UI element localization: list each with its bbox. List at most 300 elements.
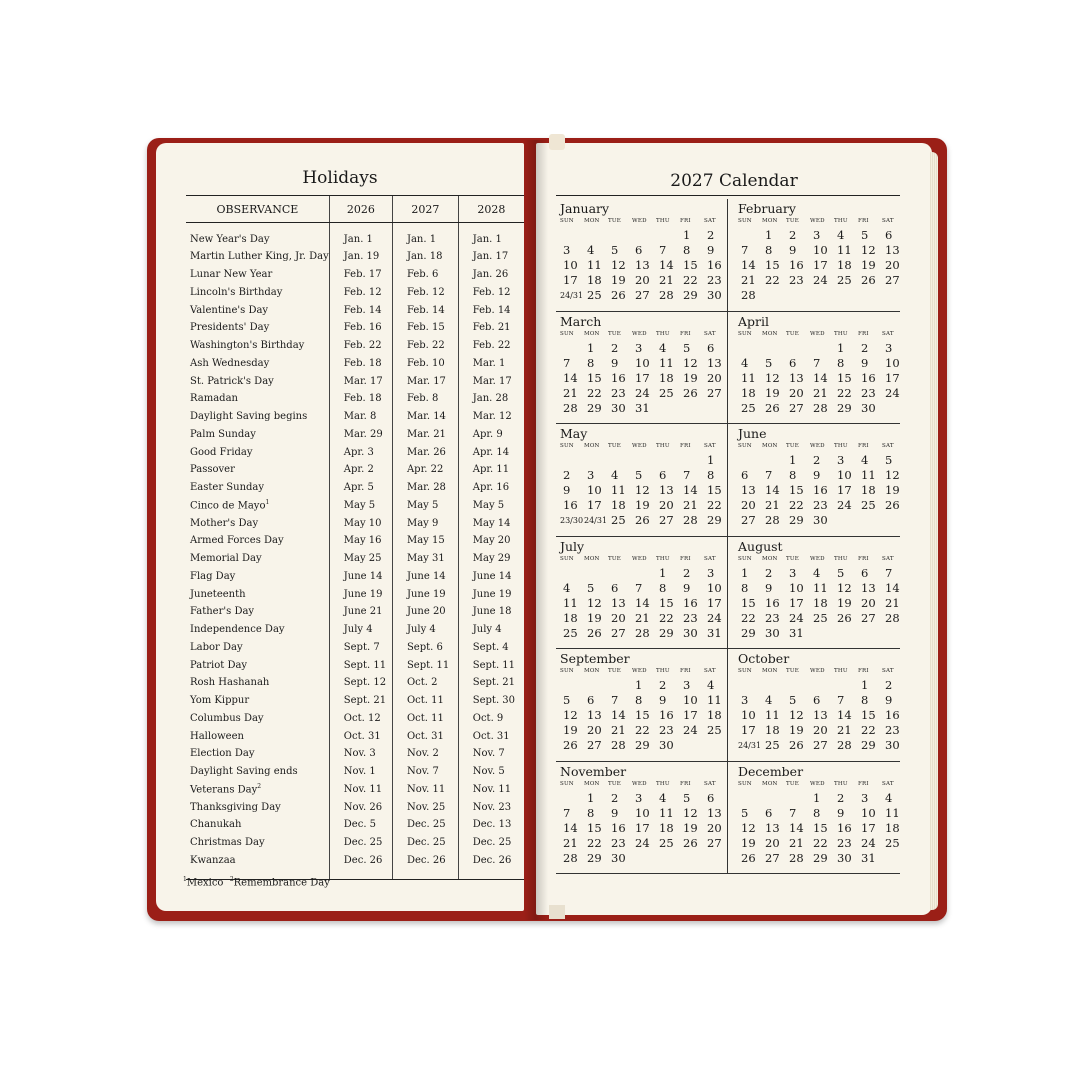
day-cell: 13 <box>707 805 722 820</box>
weekday-label: SUN <box>560 780 574 787</box>
weekday-label: THU <box>834 555 848 562</box>
table-row <box>186 763 524 781</box>
table-row <box>186 355 524 373</box>
day-cell: 19 <box>563 723 578 737</box>
day-cell <box>810 288 834 303</box>
date-cell <box>458 656 524 674</box>
date-cell <box>329 408 392 426</box>
day-cell: 8 <box>741 580 749 595</box>
day-cell <box>810 341 834 356</box>
day-cell: 9 <box>659 693 667 707</box>
day-cell: 24 <box>837 498 852 512</box>
date-value: Dec. 26 <box>472 854 512 866</box>
day-cell <box>704 851 728 866</box>
header-2026: 2026 <box>329 196 392 223</box>
weekday-label: FRI <box>858 330 869 337</box>
day-cell: 29 <box>741 625 756 640</box>
day-cell: 29 <box>789 513 804 527</box>
day-cell: 16 <box>707 258 722 272</box>
day-cell <box>584 453 608 468</box>
observance-name: Chanukah <box>190 819 242 831</box>
table-row <box>186 550 524 568</box>
day-cell: 25 <box>861 498 876 512</box>
day-cell: 31 <box>707 625 722 640</box>
weekday-label: SAT <box>882 330 894 337</box>
day-cell: 4 <box>659 790 667 805</box>
day-cell: 14 <box>635 595 650 610</box>
day-cell: 26 <box>587 625 602 640</box>
day-cell <box>858 288 882 303</box>
day-cell: 1 <box>707 453 715 467</box>
day-cell: 28 <box>683 513 698 527</box>
weekday-label: TUE <box>608 555 621 562</box>
weekday-label: TUE <box>608 668 621 674</box>
weekday-label: FRI <box>858 555 869 562</box>
date-value: Sept. 11 <box>472 659 516 671</box>
weekday-label: WED <box>810 668 825 674</box>
observance-cell <box>186 710 329 728</box>
date-value: Apr. 11 <box>472 464 510 476</box>
footnote-remembrance: Remembrance Day <box>233 877 330 889</box>
table-row <box>186 745 524 763</box>
day-cell <box>680 453 704 468</box>
date-cell <box>392 337 458 355</box>
day-cell: 13 <box>611 595 626 610</box>
observance-cell <box>186 284 329 302</box>
table-row <box>186 781 524 799</box>
day-cell: 24 <box>789 610 804 625</box>
date-cell <box>329 532 392 550</box>
day-cell <box>656 228 680 243</box>
day-cell: 9 <box>683 580 691 595</box>
weekday-label: THU <box>656 555 670 562</box>
day-cell: 17 <box>587 498 602 512</box>
day-cell: 5 <box>611 243 619 257</box>
table-row <box>186 301 524 319</box>
day-cell <box>560 341 584 356</box>
day-cell <box>834 288 858 303</box>
date-cell <box>392 603 458 621</box>
observance-cell <box>186 692 329 710</box>
day-cell: 20 <box>611 610 626 625</box>
day-cell: 28 <box>563 850 578 865</box>
day-cell: 27 <box>741 513 756 527</box>
week-row <box>560 468 727 483</box>
week-row <box>560 371 727 386</box>
date-cell <box>392 479 458 497</box>
week-row <box>560 693 727 708</box>
day-cell <box>738 453 762 468</box>
table-row <box>186 568 524 586</box>
date-cell <box>392 639 458 657</box>
month-may <box>556 424 728 537</box>
day-cell: 1 <box>635 678 643 692</box>
weekday-header <box>738 441 900 453</box>
date-value: Mar. 26 <box>406 446 446 458</box>
day-cell: 21 <box>635 610 650 625</box>
weekday-header <box>560 216 727 228</box>
day-cell: 16 <box>885 708 900 722</box>
weekday-label: FRI <box>858 218 869 224</box>
day-cell: 13 <box>885 243 900 257</box>
observance-cell <box>186 532 329 550</box>
date-value: Jan. 1 <box>472 234 502 245</box>
observance-cell <box>186 372 329 390</box>
date-cell <box>392 426 458 444</box>
day-cell: 20 <box>635 273 650 287</box>
day-cell: 10 <box>707 580 722 595</box>
week-row <box>738 851 900 866</box>
day-cell <box>656 453 680 468</box>
day-cell: 3 <box>587 468 595 482</box>
weekday-label: SUN <box>738 443 752 449</box>
date-cell <box>458 372 524 390</box>
date-cell <box>392 692 458 710</box>
day-cell: 30 <box>683 625 698 640</box>
day-cell: 23 <box>707 273 722 287</box>
date-cell <box>458 301 524 319</box>
day-cell: 25 <box>765 738 780 752</box>
date-value: Sept. 30 <box>472 695 516 707</box>
day-cell: 20 <box>813 723 828 737</box>
day-cell: 14 <box>885 580 900 595</box>
day-cell <box>762 678 786 693</box>
day-cell: 10 <box>635 805 650 820</box>
week-row <box>738 791 900 806</box>
day-cell <box>786 288 810 303</box>
day-cell: 7 <box>789 805 797 820</box>
week-row <box>738 228 900 243</box>
day-cell: 14 <box>741 258 756 272</box>
table-row <box>186 284 524 302</box>
observance-name: Independence Day <box>190 624 285 636</box>
day-cell: 31 <box>635 400 650 415</box>
date-cell <box>458 692 524 710</box>
day-cell: 5 <box>683 340 691 355</box>
observance-cell <box>186 390 329 408</box>
day-cell: 16 <box>659 708 674 722</box>
day-cell: 1 <box>587 790 595 805</box>
day-cell <box>656 401 680 416</box>
table-row <box>186 514 524 532</box>
week-row <box>560 401 727 416</box>
date-value: Sept. 21 <box>472 677 516 689</box>
day-cell: 12 <box>885 468 900 482</box>
week-row <box>560 821 727 836</box>
day-cell: 11 <box>813 580 828 595</box>
date-value: July 4 <box>406 624 436 636</box>
observance-name: Christmas Day <box>190 837 265 849</box>
weekday-label: TUE <box>786 668 799 674</box>
date-value: May 29 <box>472 553 511 565</box>
table-row <box>186 248 524 266</box>
day-cell: 18 <box>837 258 852 272</box>
month-name: October <box>738 651 790 666</box>
day-cell: 11 <box>659 355 674 370</box>
week-row <box>560 738 727 753</box>
observance-name: Cinco de Mayo <box>190 500 266 512</box>
weekday-label: SAT <box>882 555 894 562</box>
day-cell: 11 <box>707 693 722 707</box>
day-cell: 3 <box>635 790 643 805</box>
observance-name: Daylight Saving begins <box>190 411 308 423</box>
date-cell <box>329 514 392 532</box>
day-cell: 8 <box>837 355 845 370</box>
date-cell <box>392 834 458 852</box>
date-cell <box>329 852 392 880</box>
day-cell: 14 <box>659 258 674 272</box>
date-value: May 20 <box>472 535 511 547</box>
day-cell <box>680 851 704 866</box>
day-cell: 28 <box>885 610 900 625</box>
weekday-label: MON <box>762 668 778 674</box>
date-value: Feb. 14 <box>472 304 511 316</box>
day-cell: 16 <box>789 258 804 272</box>
day-cell: 6 <box>885 228 893 242</box>
date-cell <box>392 816 458 834</box>
date-value: Nov. 26 <box>343 801 383 813</box>
day-cell <box>762 288 786 303</box>
table-row <box>186 461 524 479</box>
table-row <box>186 656 524 674</box>
day-cell: 5 <box>635 468 643 482</box>
day-cell: 28 <box>563 400 578 415</box>
day-cell: 18 <box>707 708 722 722</box>
day-cell: 28 <box>635 625 650 640</box>
day-cell: 10 <box>861 805 876 820</box>
week-row <box>738 693 900 708</box>
observance-cell <box>186 816 329 834</box>
day-cell: 26 <box>741 850 756 865</box>
day-cell: 10 <box>563 258 578 272</box>
month-september <box>556 649 728 762</box>
date-cell <box>392 443 458 461</box>
observance-name: Presidents' Day <box>190 322 270 334</box>
day-cell: 24/31 <box>738 741 762 750</box>
observance-cell <box>186 727 329 745</box>
date-cell <box>329 674 392 692</box>
day-cell: 19 <box>635 498 650 512</box>
day-cell: 19 <box>789 723 804 737</box>
week-row <box>738 453 900 468</box>
day-cell: 18 <box>611 498 626 512</box>
date-value: Oct. 31 <box>406 730 444 742</box>
observance-cell <box>186 745 329 763</box>
date-cell <box>458 798 524 816</box>
weekday-label: SUN <box>738 668 752 674</box>
day-cell: 9 <box>611 355 619 370</box>
day-cell: 21 <box>563 385 578 400</box>
week-row <box>738 468 900 483</box>
day-cell: 14 <box>813 370 828 385</box>
date-value: May 5 <box>343 499 376 511</box>
day-cell: 31 <box>789 625 804 640</box>
date-cell <box>392 532 458 550</box>
date-value: Dec. 25 <box>472 837 512 849</box>
weekday-label: SAT <box>882 443 894 449</box>
weekday-label: SUN <box>738 330 752 337</box>
day-cell: 26 <box>563 738 578 752</box>
day-cell: 26 <box>861 273 876 287</box>
weekday-label: FRI <box>680 668 691 674</box>
day-cell <box>810 626 834 641</box>
observance-name: Ramadan <box>190 393 238 405</box>
calendar-grid <box>556 199 900 874</box>
week-row <box>738 341 900 356</box>
observance-cell <box>186 514 329 532</box>
day-cell: 20 <box>587 723 602 737</box>
day-cell: 8 <box>707 468 715 482</box>
date-cell <box>392 550 458 568</box>
day-cell: 29 <box>659 625 674 640</box>
day-cell: 7 <box>813 355 821 370</box>
week-row <box>560 243 727 258</box>
day-cell: 6 <box>611 580 619 595</box>
day-cell: 25 <box>707 723 722 737</box>
date-value: Oct. 12 <box>343 712 381 724</box>
day-cell: 7 <box>611 693 619 707</box>
weekday-label: FRI <box>680 218 691 224</box>
day-cell: 20 <box>659 498 674 512</box>
date-cell <box>329 355 392 373</box>
day-cell: 15 <box>765 258 780 272</box>
day-cell: 17 <box>683 708 698 722</box>
table-row <box>186 603 524 621</box>
month-name: August <box>738 538 783 554</box>
observance-cell <box>186 266 329 284</box>
date-value: Mar. 17 <box>343 375 383 387</box>
day-cell: 21 <box>765 498 780 512</box>
day-cell: 19 <box>861 258 876 272</box>
day-cell: 5 <box>563 693 571 707</box>
date-value: Feb. 6 <box>406 269 439 281</box>
weekday-label: SUN <box>560 218 574 224</box>
date-value: Feb. 12 <box>343 286 382 298</box>
weekday-label: MON <box>584 555 600 562</box>
day-cell <box>680 401 704 416</box>
day-cell: 5 <box>789 693 797 707</box>
observance-cell <box>186 319 329 337</box>
day-cell: 3 <box>885 340 893 355</box>
day-cell: 28 <box>813 400 828 415</box>
day-cell: 6 <box>659 468 667 482</box>
page-edges <box>930 152 938 910</box>
date-cell <box>392 301 458 319</box>
day-cell: 10 <box>789 580 804 595</box>
weekday-label: THU <box>656 780 670 787</box>
day-cell: 24 <box>885 385 900 400</box>
holidays-body <box>186 223 524 880</box>
day-cell: 5 <box>861 228 869 242</box>
day-cell <box>786 678 810 693</box>
day-cell: 27 <box>635 288 650 302</box>
month-march <box>556 312 728 425</box>
observance-name: Mother's Day <box>190 517 259 529</box>
date-cell <box>458 497 524 515</box>
day-cell: 13 <box>861 580 876 595</box>
day-cell: 17 <box>885 370 900 385</box>
day-cell: 5 <box>587 580 595 595</box>
weekday-label: FRI <box>680 443 691 449</box>
date-cell <box>392 763 458 781</box>
date-value: Apr. 22 <box>406 464 444 476</box>
week-row <box>560 228 727 243</box>
day-cell: 27 <box>765 850 780 865</box>
week-row <box>738 483 900 498</box>
weekday-label: TUE <box>608 330 621 337</box>
day-cell: 22 <box>587 385 602 400</box>
weekday-label: FRI <box>680 555 691 562</box>
day-cell: 8 <box>861 693 869 707</box>
week-row <box>738 498 900 513</box>
date-cell <box>392 266 458 284</box>
day-cell: 13 <box>635 258 650 272</box>
week-row <box>738 513 900 528</box>
day-cell: 23 <box>885 723 900 737</box>
day-cell <box>858 513 882 528</box>
month-april <box>728 312 900 425</box>
date-value: Mar. 8 <box>343 411 377 423</box>
holidays-title: Holidays <box>302 168 378 188</box>
calendar-top-rule <box>556 195 900 196</box>
day-cell: 14 <box>611 708 626 722</box>
date-value: May 5 <box>472 499 505 511</box>
weekday-label: SAT <box>882 218 894 224</box>
date-value: Nov. 11 <box>406 783 446 795</box>
weekday-label: FRI <box>858 668 869 674</box>
day-cell: 5 <box>765 355 773 370</box>
date-cell <box>329 710 392 728</box>
date-cell <box>458 248 524 266</box>
date-cell <box>458 443 524 461</box>
month-february <box>728 199 900 312</box>
date-value: June 19 <box>343 588 383 600</box>
day-cell: 12 <box>683 805 698 820</box>
day-cell: 15 <box>587 820 602 835</box>
footnote-mark-1: 1 <box>183 876 187 883</box>
date-value: Dec. 26 <box>343 854 383 866</box>
date-cell <box>458 781 524 799</box>
weekday-label: SUN <box>560 330 574 337</box>
observance-cell <box>186 834 329 852</box>
day-cell <box>584 678 608 693</box>
week-row <box>560 498 727 513</box>
date-value: Dec. 25 <box>343 837 383 849</box>
day-cell: 13 <box>587 708 602 722</box>
date-cell <box>458 639 524 657</box>
day-cell: 18 <box>659 820 674 835</box>
date-cell <box>329 390 392 408</box>
day-cell: 11 <box>837 243 852 257</box>
date-value: Feb. 22 <box>472 340 511 352</box>
day-cell: 22 <box>789 498 804 512</box>
date-cell <box>329 248 392 266</box>
day-cell: 19 <box>683 370 698 385</box>
weekday-label: WED <box>632 668 647 674</box>
footnote-mark: 2 <box>257 783 262 791</box>
day-cell: 19 <box>587 610 602 625</box>
weekday-label: MON <box>762 443 778 449</box>
week-row <box>738 288 900 303</box>
weekday-label: SUN <box>560 443 574 449</box>
date-cell <box>329 284 392 302</box>
day-cell: 18 <box>813 595 828 610</box>
date-value: Apr. 9 <box>472 428 503 440</box>
date-value: Nov. 23 <box>472 801 512 813</box>
date-value: Jan. 17 <box>472 251 509 263</box>
day-cell: 6 <box>789 355 797 370</box>
day-cell: 24 <box>707 610 722 625</box>
